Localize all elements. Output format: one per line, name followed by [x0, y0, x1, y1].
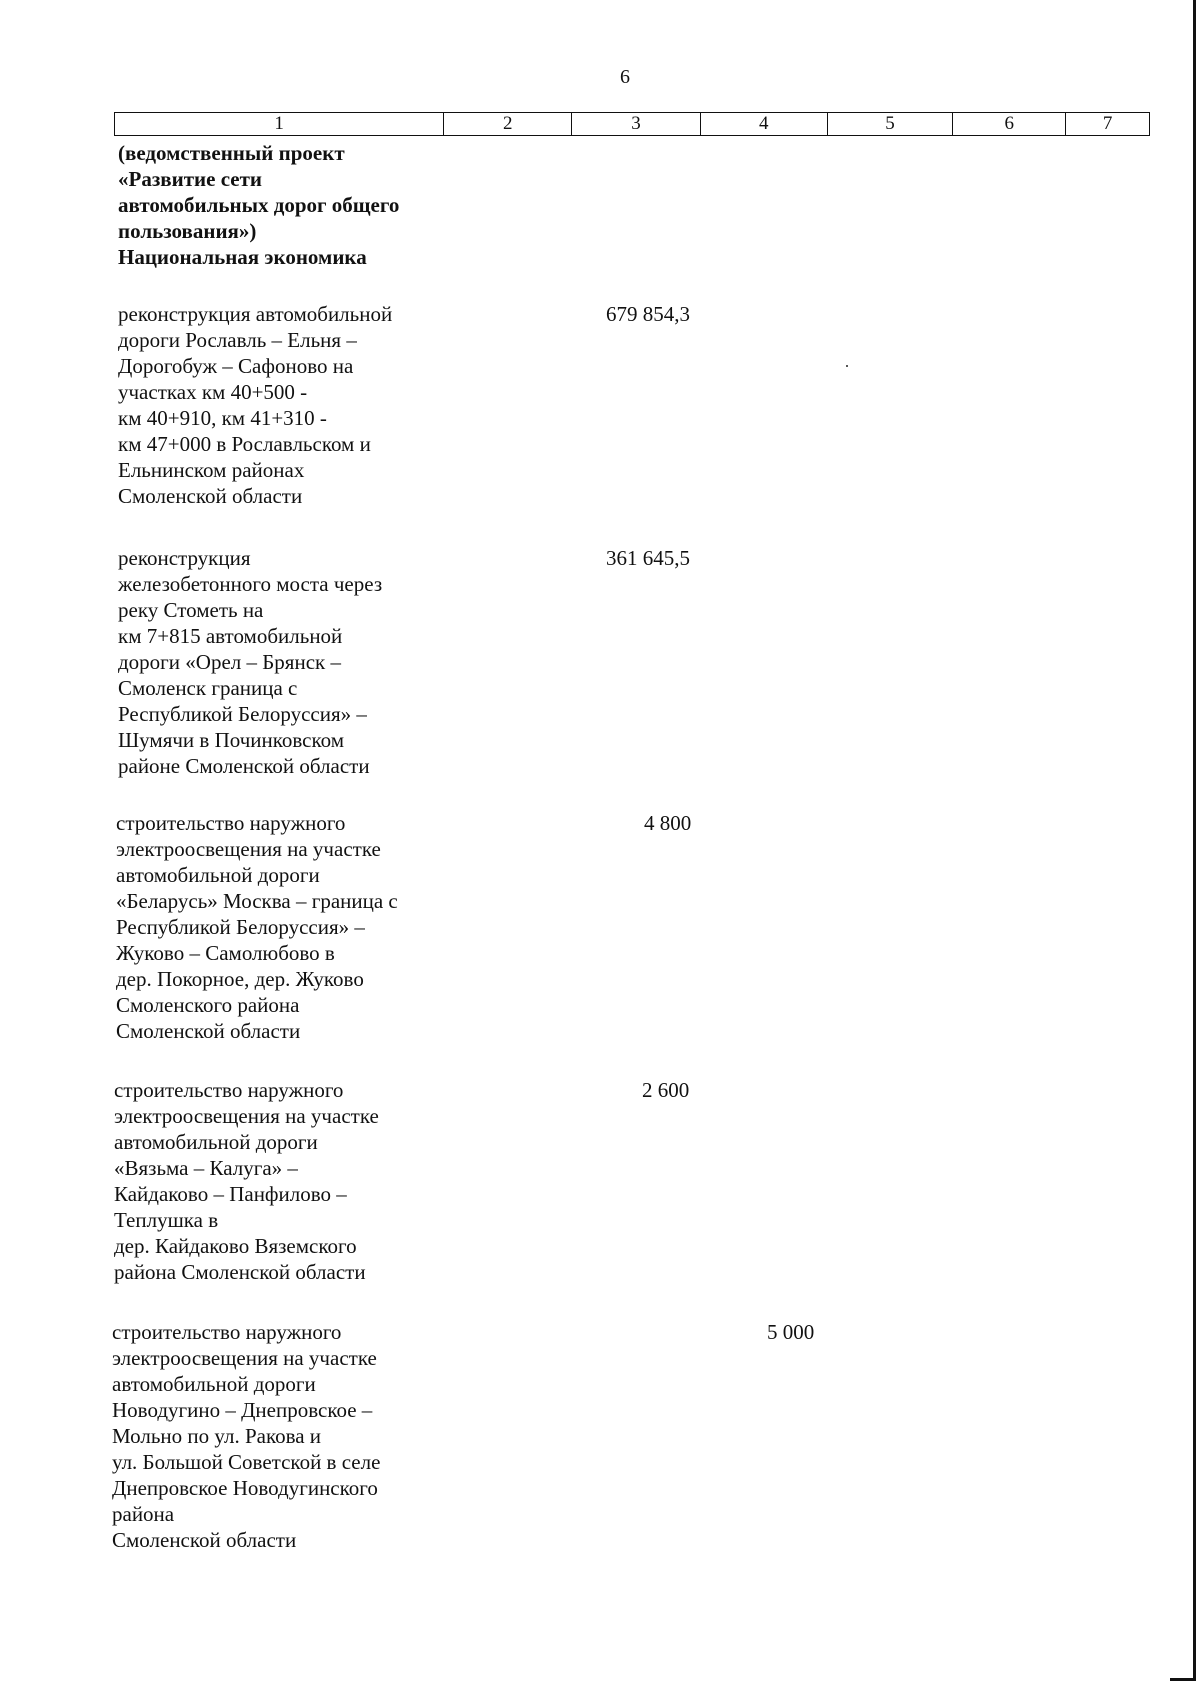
table-header-row: [114, 112, 1150, 136]
row-description: строительство наружного электроосвещения на участке автомобильной дороги Новодугино – Днепровское – Мольно по ул. Ракова и ул. Большой Советской в селе Днепровское Новодугинского района Смоленской области: [112, 1320, 381, 1552]
column-header-2: 2: [444, 113, 572, 135]
row-description: реконструкция железобетонного моста через реку Стометь на км 7+815 автомобильной дороги «Орел – Брянск – Смоленск граница с Республикой Белоруссия» – Шумячи в Починковском районе Смоленской области: [118, 546, 383, 778]
row-description: строительство наружного электроосвещения на участке автомобильной дороги «Вязьма – Калуга» – Кайдаково – Панфилово – Теплушка в дер. Кайдаково Вяземского района Смоленской области: [114, 1078, 379, 1284]
column-header-3: 3: [572, 113, 701, 135]
page-edge-rule: [1193, 0, 1196, 1680]
row-amount: 679 854,3: [606, 302, 690, 326]
row-amount: 4 800: [644, 811, 692, 835]
row-amount: 2 600: [642, 1078, 690, 1102]
column-header-1: 1: [115, 113, 444, 135]
column-header-6: 6: [953, 113, 1066, 135]
column-header-4: 4: [701, 113, 828, 135]
stray-dot: [846, 365, 848, 367]
row-description: строительство наружного электроосвещения на участке автомобильной дороги «Беларусь» Москва – граница с Республикой Белоруссия» – Жуково – Самолюбово в дер. Покорное, дер. Жуково Смоленского района Смоленской области: [116, 811, 398, 1043]
section-heading: (ведомственный проект «Развитие сети автомобильных дорог общего пользования») Национальная экономика: [118, 141, 400, 269]
page-number: 6: [620, 66, 630, 88]
column-header-5: 5: [828, 113, 954, 135]
row-amount: 361 645,5: [606, 546, 690, 570]
page-edge-rule-foot: [1170, 1678, 1196, 1681]
row-description: реконструкция автомобильной дороги Рославль – Ельня – Дорогобуж – Сафоново на участках км 40+500 - км 40+910, км 41+310 - км 47+000 в Рославльском и Ельнинском районах Смоленской области: [118, 302, 393, 508]
column-header-7: 7: [1102, 113, 1113, 134]
row-amount: 5 000: [767, 1320, 815, 1344]
